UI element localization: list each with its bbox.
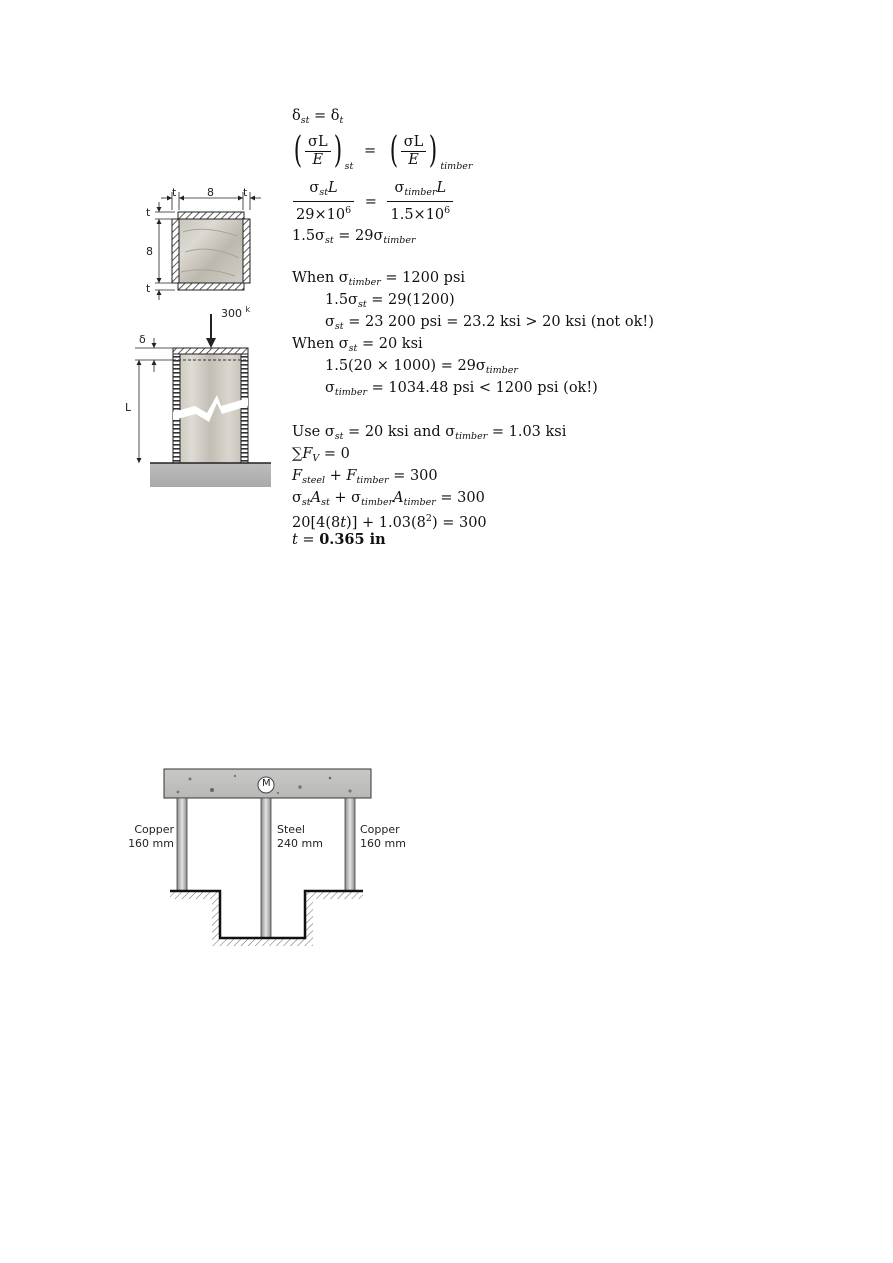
eq-equals: = <box>364 194 377 210</box>
frac-num-l: L <box>328 180 338 196</box>
mass-label: M <box>262 778 271 789</box>
load-arrow-icon <box>206 314 216 348</box>
eq-text: + σ <box>329 490 362 506</box>
paren-close: ) <box>429 130 438 171</box>
eq-text: 1.5σ <box>325 292 358 308</box>
eq-sub: st <box>321 497 330 508</box>
eq-text: = 300 <box>435 490 485 506</box>
fraction-timber <box>387 180 453 224</box>
left-post-material: Copper <box>134 823 174 836</box>
eq-text: F <box>292 468 303 484</box>
right-post-length: 160 mm <box>360 837 406 850</box>
eq-sup: 6 <box>345 205 352 216</box>
eq-sub: st <box>319 187 329 198</box>
eq-sub: st <box>300 115 310 126</box>
eq-text: ∑ <box>292 446 303 462</box>
eq-sub: timber <box>403 497 436 508</box>
eq-sub: timber <box>334 387 368 398</box>
cross-section <box>155 192 261 300</box>
eq-text: + <box>325 468 347 484</box>
dim-t-left-label: t <box>172 186 177 199</box>
eq-text: = 29(1200) <box>366 292 455 308</box>
eq-sub: st <box>334 431 344 442</box>
posts-figure <box>160 765 375 955</box>
middle-post-material: Steel <box>277 823 305 836</box>
eq-text: = 29σ <box>333 228 384 244</box>
eq-text: A <box>393 490 404 506</box>
eq-line-4 <box>292 227 416 250</box>
eq-text: = 1200 psi <box>380 270 466 286</box>
eq-text: = δ <box>309 108 340 124</box>
eq-line-11 <box>292 423 566 446</box>
eq-sub: steel <box>302 475 326 486</box>
eq-text: ) = 300 <box>431 515 487 531</box>
answer-value: 0.365 in <box>319 531 386 548</box>
eq-text: When σ <box>292 336 349 352</box>
dim-t-right-label: t <box>243 186 248 199</box>
eq-text: When σ <box>292 270 349 286</box>
eq-line-8 <box>292 335 423 358</box>
eq-text: )] + 1.03(8 <box>346 515 426 531</box>
eq-sub: timber <box>383 235 416 246</box>
eq-text: σ <box>325 314 335 330</box>
fraction <box>305 134 331 169</box>
eq-sub: t <box>339 115 344 126</box>
timber-column-figure <box>125 180 285 490</box>
eq-text: A <box>310 490 322 506</box>
right-post-label <box>360 823 406 851</box>
eq-line-12 <box>292 445 350 468</box>
eq-text: σ <box>292 490 302 506</box>
eq-sub: st <box>324 235 334 246</box>
eq-text: = 1034.48 psi < 1200 psi (ok!) <box>367 380 598 396</box>
dim-t-bottom-label: t <box>146 282 151 295</box>
eq-text: Use σ <box>292 424 335 440</box>
left-copper-post <box>177 798 187 891</box>
frac-num: σL <box>401 134 427 152</box>
eq-stress-strain-ratio <box>291 128 472 174</box>
left-post-label <box>127 823 174 851</box>
eq-text: = 23 200 psi = 23.2 ksi > 20 ksi (not ok!) <box>343 314 654 330</box>
eq-sub: st <box>357 299 367 310</box>
eq-line-15 <box>292 510 487 532</box>
frac-num-l: L <box>436 180 447 196</box>
eq-sub: timber <box>361 497 394 508</box>
frac-den: E <box>312 151 324 168</box>
eq-text: = 0 <box>319 446 350 462</box>
dim-t-top-label: t <box>146 206 151 219</box>
load-value: 300 <box>221 307 246 320</box>
eq-text: σ <box>325 380 335 396</box>
eq-text: 1.5σ <box>292 228 325 244</box>
eq-sub: timber <box>404 187 437 198</box>
eq-sup: 6 <box>444 205 451 216</box>
paren-open: ( <box>293 130 303 171</box>
dim-width-label: 8 <box>207 186 214 199</box>
eq-sub: timber <box>440 161 473 172</box>
eq-text: = 20 ksi <box>357 336 423 352</box>
frac-den: 1.5×10 <box>390 207 445 223</box>
fraction <box>401 134 427 169</box>
eq-text: = 20 ksi and σ <box>343 424 456 440</box>
eq-sub: st <box>334 321 344 332</box>
eq-line-7 <box>325 313 654 336</box>
frac-num: σ <box>309 180 320 196</box>
dim-height-label: 8 <box>146 245 153 258</box>
eq-text: F <box>346 468 357 484</box>
eq-text: F <box>302 446 313 462</box>
frac-den: 29×10 <box>296 207 346 223</box>
eq-sub: st <box>348 343 358 354</box>
eq-sub: timber <box>348 277 381 288</box>
eq-text: t <box>340 515 347 531</box>
frac-num: σ <box>394 180 405 196</box>
eq-line-14 <box>292 489 485 512</box>
paren-open: ( <box>389 130 398 171</box>
eq-text: = 300 <box>388 468 438 484</box>
eq-text: = 1.03 ksi <box>487 424 567 440</box>
frac-den: E <box>408 151 419 168</box>
eq-equals: = <box>363 143 377 159</box>
middle-post-label <box>277 823 323 851</box>
eq-sub: timber <box>455 431 488 442</box>
eq-text: δ <box>292 108 301 124</box>
eq-delta-equal <box>292 107 343 130</box>
eq-line-10 <box>325 379 598 402</box>
load-unit: k <box>245 305 251 314</box>
left-post-length: 160 mm <box>128 837 174 850</box>
eq-sub: st <box>301 497 311 508</box>
middle-post-length: 240 mm <box>277 837 323 850</box>
eq-sub: timber <box>485 365 518 376</box>
eq-answer <box>292 531 386 549</box>
eq-text: t <box>292 532 298 548</box>
eq-sub: st <box>344 161 354 172</box>
delta-label: δ <box>139 333 146 346</box>
steel-post <box>261 798 271 938</box>
eq-line-13 <box>292 467 438 490</box>
paren-close: ) <box>333 130 342 171</box>
fraction-steel <box>293 180 354 224</box>
eq-modulus-substitution <box>293 180 453 223</box>
eq-text: = <box>297 532 320 548</box>
right-copper-post <box>345 798 355 891</box>
eq-sub: V <box>312 453 320 464</box>
load-label <box>221 305 250 320</box>
eq-line-9 <box>325 357 518 380</box>
eq-sup: 2 <box>425 513 432 524</box>
column-elevation <box>135 338 271 487</box>
eq-line-6 <box>325 291 455 314</box>
right-post-material: Copper <box>360 823 400 836</box>
eq-text: 20[4(8 <box>292 515 341 531</box>
frac-num: σL <box>305 134 331 152</box>
eq-line-5 <box>292 269 465 292</box>
eq-sub: timber <box>356 475 389 486</box>
length-label: L <box>125 401 132 414</box>
eq-text: 1.5(20 × 1000) = 29σ <box>325 358 486 374</box>
